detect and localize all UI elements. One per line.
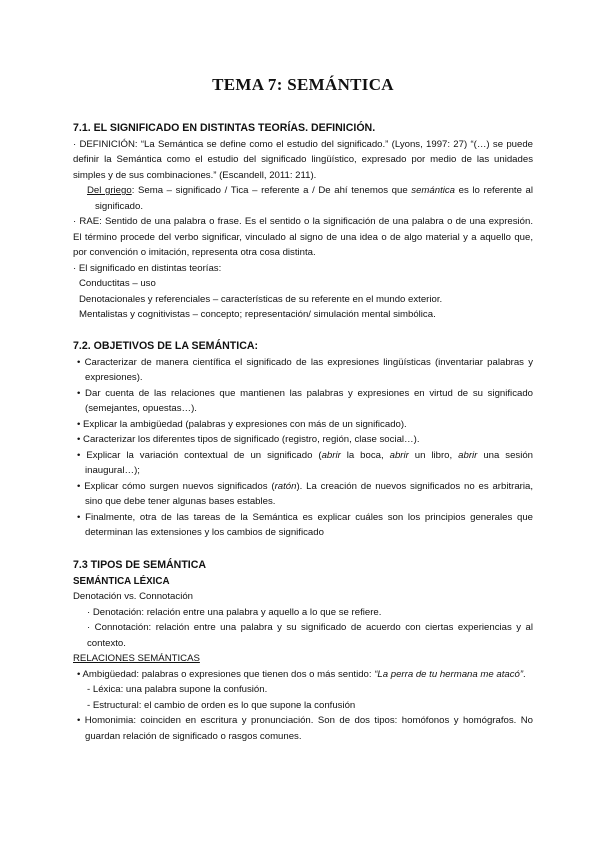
objective-item: • Dar cuenta de las relaciones que mantienen las palabras y expresiones en virtud de su significado (semejantes, opuestas…). [77, 387, 533, 414]
obj5-em-1: abrir [321, 449, 341, 461]
lexical-ambiguity: - Léxica: una palabra supone la confusión. [87, 684, 268, 695]
page-title: TEMA 7: SEMÁNTICA [212, 75, 394, 94]
greek-origin-paragraph [73, 183, 533, 214]
theory-item: Mentalistas y cognitivistas – concepto; representación/ simulación mental simbólica. [79, 309, 436, 320]
amb-example: “La perra de tu hermana me atacó” [374, 668, 524, 680]
section-heading-7-1: 7.1. EL SIGNIFICADO EN DISTINTAS TEORÍAS. DEFINICIÓN. [73, 122, 376, 134]
obj6-em: ratón [274, 480, 297, 492]
obj5-text-b: la boca, [340, 449, 390, 461]
objective-item [73, 448, 533, 479]
obj5-text-d: una sesión inaugural…); [85, 449, 534, 476]
theories-intro: · El significado en distintas teorías: [73, 262, 222, 274]
greek-text-b: es lo referente al significado. [95, 185, 534, 212]
definition-paragraph: · DEFINICIÓN: “La Semántica se define como el estudio del significado.” (Lyons, 1997: 27) “(…) se puede definir la Semántica como el estudio del significado lingüístico, expresado por medio de las unidades simples y de sus combinaciones.” (Escandell, 2011: 211). [73, 138, 533, 181]
obj5-text-c: un libro, [408, 449, 459, 461]
obj5-em-2: abrir [389, 449, 409, 461]
section-7-3 [73, 558, 533, 744]
objective-item [73, 479, 533, 510]
subheading-lexical: SEMÁNTICA LÉXICA [73, 575, 170, 587]
rae-paragraph: · RAE: Sentido de una palabra o frase. Es el sentido o la significación de una palabra o de una expresión. El término procede del verbo significar, vinculado al signo de una idea o de algo material y a aquello que, por convención o imitación, representa otra cosa distinta. [73, 216, 533, 258]
section-7-2 [73, 339, 533, 541]
obj6-text-a: • Explicar cómo surgen nuevos significados ( [77, 480, 275, 492]
greek-text-a: : Sema – significado / Tica – referente a / De ahí tenemos que [131, 185, 412, 196]
greek-em: semántica [411, 185, 456, 196]
denotation-item: · Denotación: relación entre una palabra y aquello a lo que se refiere. [87, 606, 382, 618]
objective-item: • Caracterizar de manera científica el significado de las expresiones lingüísticas (inventariar palabras y expresiones). [77, 356, 533, 383]
theory-item: Denotacionales y referenciales – características de su referente en el mundo exterior. [79, 293, 443, 305]
semantic-relations-heading: RELACIONES SEMÁNTICAS [73, 653, 200, 664]
obj5-em-3: abrir [458, 449, 478, 461]
objective-item: • Explicar la ambigüedad (palabras y expresiones con más de un significado). [77, 418, 407, 430]
greek-label: Del griego [87, 185, 132, 196]
obj5-text-a: • Explicar la variación contextual de un significado ( [77, 449, 322, 461]
theory-item: Conductitas – uso [79, 278, 156, 289]
amb-text-a: • Ambigüedad: palabras o expresiones que tienen dos o más sentido: [77, 668, 375, 680]
obj6-text-b: ). La creación de nuevos significados no es arbitraria, sino que debe tener algunas bases estables. [85, 480, 533, 507]
structural-ambiguity: - Estructural: el cambio de orden es lo que supone la confusión [87, 699, 356, 711]
ambiguity-item [73, 667, 533, 683]
section-heading-7-2: 7.2. OBJETIVOS DE LA SEMÁNTICA: [73, 340, 259, 352]
denotation-vs-connotation: Denotación vs. Connotación [73, 591, 193, 602]
section-heading-7-3: 7.3 TIPOS DE SEMÁNTICA [73, 559, 207, 571]
objective-item: • Caracterizar los diferentes tipos de significado (registro, región, clase social…). [77, 434, 420, 445]
homonymy-item: • Homonimia: coinciden en escritura y pronunciación. Son de dos tipos: homófonos y homógrafos. No guardan relación de significado o rasgos comunes. [77, 715, 533, 742]
connotation-item: · Connotación: relación entre una palabra y su significado de acuerdo con ciertas experiencias y al contexto. [87, 622, 533, 649]
section-7-1 [73, 121, 533, 323]
amb-text-b: . [523, 668, 526, 680]
objective-item: • Finalmente, otra de las tareas de la Semántica es explicar cuáles son los principios generales que determinan las extensiones y los cambios de significado [77, 511, 533, 538]
